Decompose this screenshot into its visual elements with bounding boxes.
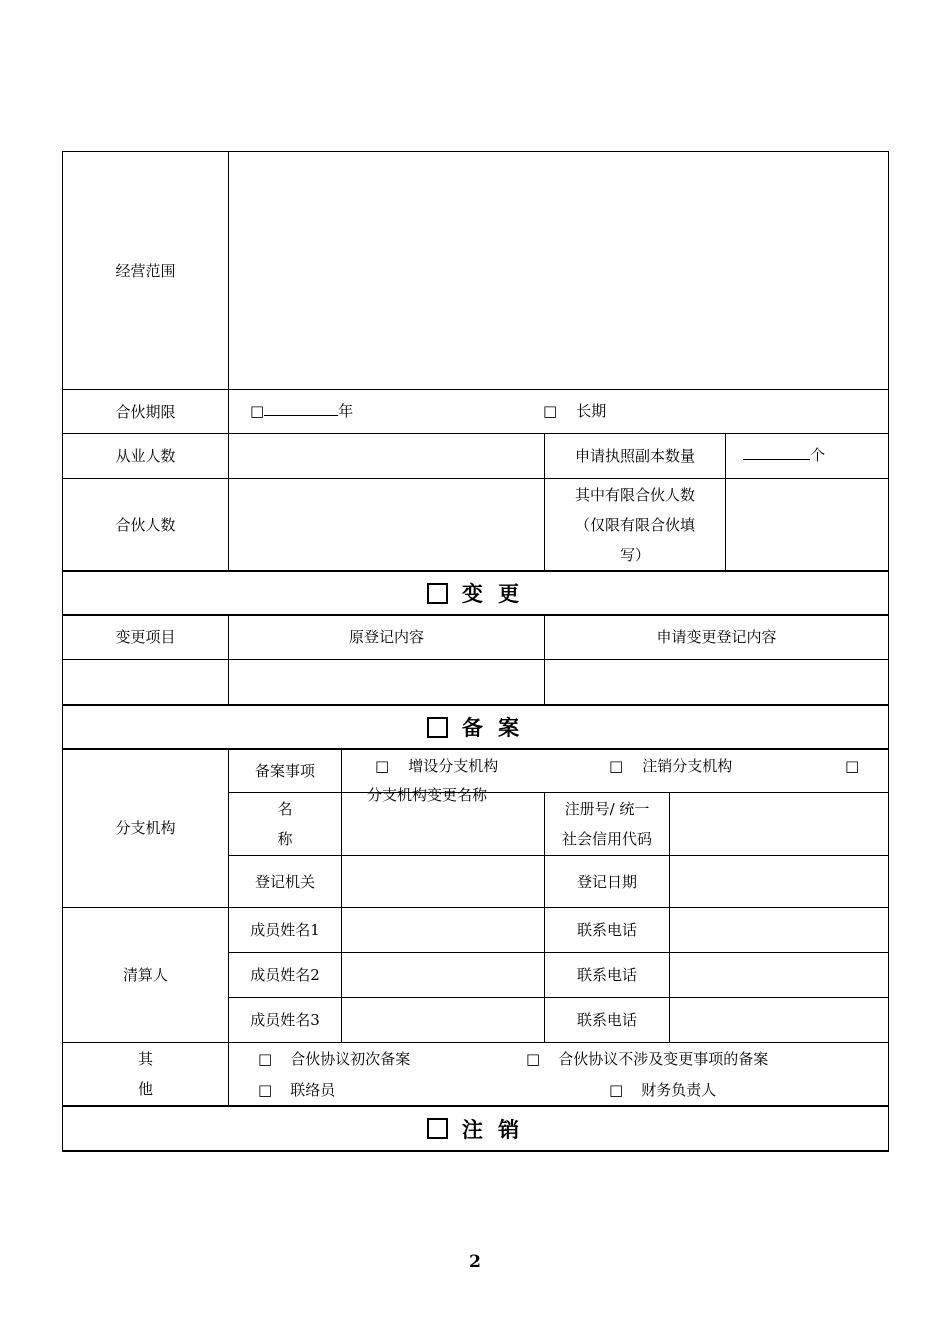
term-years-option[interactable]	[250, 401, 353, 421]
branch-options	[342, 749, 888, 804]
branch-reg-date-label	[545, 856, 669, 907]
branch-name-label	[229, 793, 341, 855]
limited-label-line2: （仅限有限合伙填	[574, 515, 695, 534]
branch-name-input[interactable]	[342, 793, 544, 855]
staff-label	[63, 434, 228, 478]
limited-partners-input[interactable]	[726, 479, 888, 570]
member2-label-text: 成员姓名2	[250, 966, 320, 984]
branch-opt-overflow-label: 分支机构变更名称	[367, 786, 488, 804]
branch-authority-text: 登记机关	[254, 872, 315, 891]
cancel-section-title: 注 销	[461, 1117, 524, 1142]
other-label-line2: 他	[137, 1080, 153, 1098]
branch-opt-third[interactable]	[845, 756, 859, 776]
branch-reg-date-input[interactable]	[670, 856, 888, 907]
cancel-section-header[interactable]	[62, 1107, 888, 1150]
branch-opt-add[interactable]	[375, 756, 498, 776]
copies-label	[545, 434, 725, 478]
member2-phone-label	[545, 953, 669, 997]
liquidator-label-text: 清算人	[122, 966, 168, 984]
change-col-original	[229, 615, 544, 659]
branch-opt-cancel-label: 注销分支机构	[642, 757, 733, 775]
branch-name-line1: 名	[277, 800, 293, 818]
branch-reg-no-input[interactable]	[670, 793, 888, 855]
partners-label-text: 合伙人数	[115, 515, 176, 534]
change-section-title: 变 更	[461, 582, 524, 606]
scope-label	[63, 152, 228, 389]
term-label-text: 合伙期限	[115, 402, 176, 421]
branch-reg-date-text: 登记日期	[576, 872, 637, 891]
change-col-item	[63, 615, 228, 659]
partners-input[interactable]	[229, 479, 544, 570]
branch-opt-add-label: 增设分支机构	[408, 757, 499, 775]
branch-name-line2: 称	[277, 830, 293, 848]
staff-input[interactable]	[229, 434, 544, 478]
branch-opt-cancel[interactable]	[609, 756, 732, 776]
member3-phone-text: 联系电话	[576, 1011, 637, 1029]
branch-item-label	[229, 749, 341, 792]
branch-opt-cancel-checkbox[interactable]: □	[609, 757, 624, 775]
branch-opt-third-checkbox[interactable]: □	[845, 757, 860, 775]
member3-label-text: 成员姓名3	[250, 1011, 320, 1029]
page-number: 2	[469, 1252, 481, 1272]
other-label-line1: 其	[137, 1050, 153, 1068]
change-section-header[interactable]	[62, 572, 888, 614]
limited-label-line3: 写）	[619, 545, 650, 564]
member2-label	[229, 953, 341, 997]
other-label	[63, 1043, 228, 1105]
term-years-checkbox[interactable]: □	[250, 402, 265, 420]
change-col-new-text: 申请变更登记内容	[656, 628, 777, 646]
other-opt4[interactable]	[609, 1080, 716, 1100]
branch-authority-label	[229, 856, 341, 907]
branch-opt-add-checkbox[interactable]: □	[375, 757, 390, 775]
member1-input[interactable]	[342, 908, 544, 952]
cancel-section-checkbox[interactable]	[427, 1118, 448, 1139]
branch-reg-no-line2: 社会信用代码	[561, 830, 652, 848]
term-label	[63, 390, 228, 433]
other-opt4-checkbox[interactable]: □	[609, 1081, 624, 1099]
limited-partners-label	[545, 479, 725, 570]
rule	[62, 1150, 889, 1152]
copies-input[interactable]	[743, 445, 810, 460]
branch-authority-input[interactable]	[342, 856, 544, 907]
branch-item-label-text: 备案事项	[254, 761, 315, 780]
staff-label-text: 从业人数	[115, 447, 176, 465]
term-long-checkbox[interactable]: □	[543, 402, 558, 420]
other-opt1-label: 合伙协议初次备案	[290, 1050, 411, 1068]
other-opt3[interactable]	[258, 1080, 335, 1100]
filing-section-header[interactable]	[62, 706, 888, 748]
member3-label	[229, 998, 341, 1042]
other-opt3-label: 联络员	[290, 1081, 336, 1099]
change-section-checkbox[interactable]	[427, 583, 448, 604]
other-opt2-checkbox[interactable]: □	[526, 1050, 541, 1068]
member3-input[interactable]	[342, 998, 544, 1042]
copies-unit: 个	[810, 446, 826, 464]
member1-label-text: 成员姓名1	[250, 921, 320, 939]
change-col-original-text: 原登记内容	[348, 628, 424, 646]
copies-label-text: 申请执照副本数量	[574, 447, 695, 465]
other-opt2-label: 合伙协议不涉及变更事项的备案	[558, 1050, 769, 1068]
change-original-input[interactable]	[229, 660, 544, 704]
branch-label-text: 分支机构	[115, 819, 176, 837]
other-opt1-checkbox[interactable]: □	[258, 1050, 273, 1068]
change-col-new	[545, 615, 888, 659]
partners-label	[63, 479, 228, 570]
scope-input[interactable]	[229, 152, 888, 389]
branch-label	[63, 749, 228, 907]
term-years-input[interactable]	[264, 401, 338, 416]
member3-phone-label	[545, 998, 669, 1042]
limited-label-line1: 其中有限合伙人数	[574, 485, 695, 504]
change-item-input[interactable]	[63, 660, 228, 704]
change-col-item-text: 变更项目	[115, 628, 176, 646]
other-opt4-label: 财务负责人	[641, 1081, 717, 1099]
other-opt3-checkbox[interactable]: □	[258, 1081, 273, 1099]
member1-phone-label	[545, 908, 669, 952]
member2-phone-input[interactable]	[670, 953, 888, 997]
member2-phone-text: 联系电话	[576, 966, 637, 984]
filing-section-checkbox[interactable]	[427, 717, 448, 738]
member1-phone-text: 联系电话	[576, 921, 637, 939]
term-years-unit: 年	[338, 402, 354, 420]
term-long-label: 长期	[576, 402, 607, 420]
other-opt1[interactable]	[258, 1049, 410, 1069]
table-border-right	[888, 151, 889, 1152]
scope-label-text: 经营范围	[115, 261, 176, 280]
term-long-option[interactable]	[543, 401, 606, 421]
copies-field[interactable]	[743, 445, 825, 465]
liquidator-label	[63, 908, 228, 1042]
member2-input[interactable]	[342, 953, 544, 997]
branch-reg-no-label	[545, 793, 669, 855]
branch-reg-no-line1: 注册号/ 统一	[564, 800, 650, 818]
member3-phone-input[interactable]	[670, 998, 888, 1042]
other-opt2[interactable]	[526, 1049, 768, 1069]
member1-phone-input[interactable]	[670, 908, 888, 952]
member1-label	[229, 908, 341, 952]
change-new-input[interactable]	[545, 660, 888, 704]
filing-section-title: 备 案	[461, 716, 524, 740]
